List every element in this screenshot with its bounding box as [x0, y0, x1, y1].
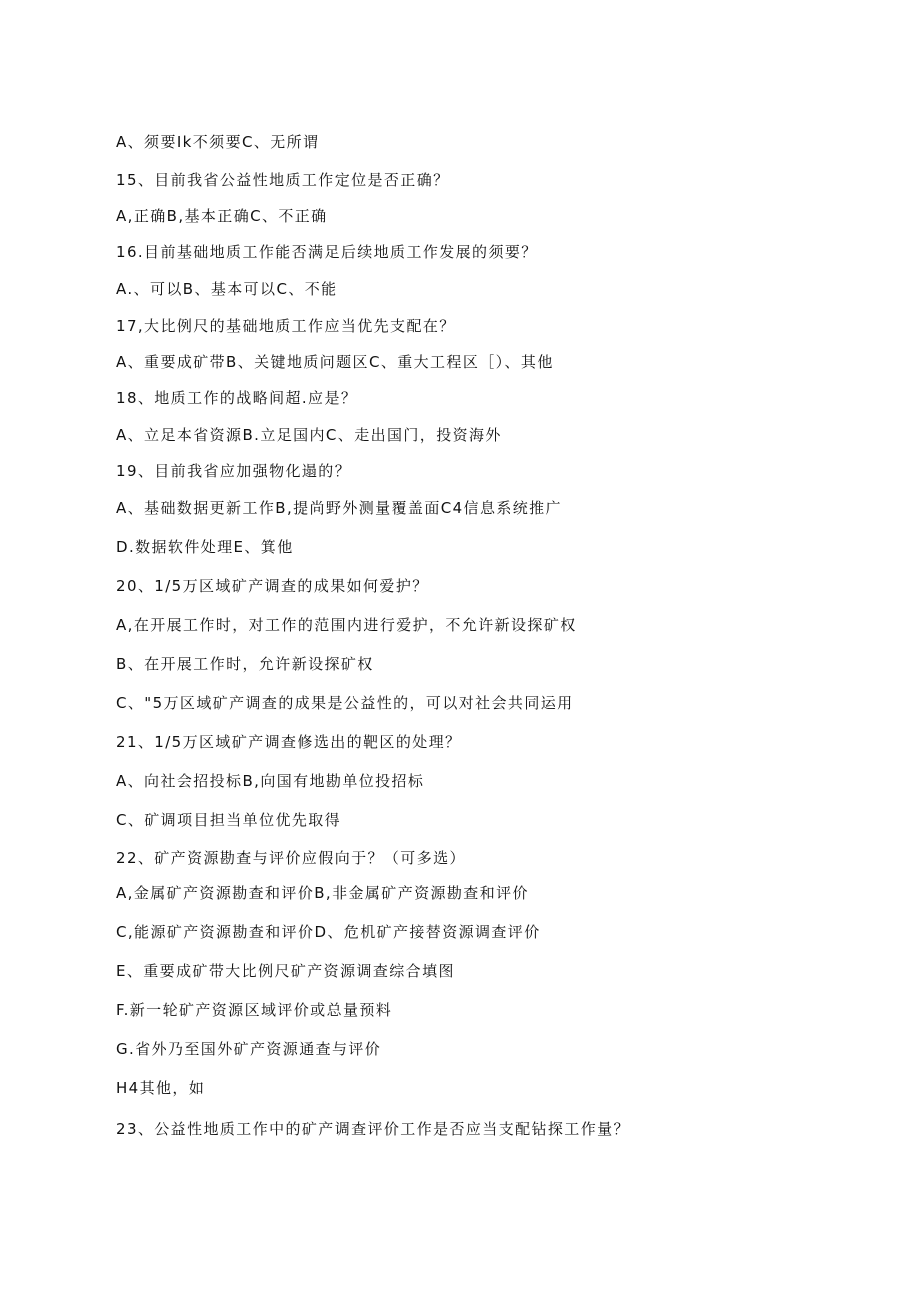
question-20: 20、1/5万区域矿产调查的成果如何爱护？ [116, 577, 429, 595]
text-line: E、重要成矿带大比例尺矿产资源调查综合填图 [116, 962, 455, 980]
text-line: D.数据软件处理E、箕他 [116, 538, 294, 556]
text-line: A、向社会招投标B,向国有地勘单位投招标 [116, 772, 425, 790]
text-line: C、"5万区域矿产调查的成果是公益性的，可以对社会共同运用 [116, 694, 574, 712]
question-15: 15、目前我省公益性地质工作定位是否正确？ [116, 171, 450, 189]
text-line: F.新一轮矿产资源区域评价或总量预料 [116, 1001, 393, 1019]
text-line: A,正确B,基本正确C、不正确 [116, 207, 328, 225]
text-line: G.省外乃至国外矿产资源通查与评价 [116, 1040, 382, 1058]
question-22: 22、矿产资源勘查与评价应假向于？（可多选） [116, 849, 466, 867]
question-19: 19、目前我省应加强物化遢的？ [116, 462, 352, 480]
text-line: A、基础数据更新工作B,提尚野外测量覆盖面C4信息系统推广 [116, 499, 562, 517]
text-line: A、须要Ik不须要C、无所谓 [116, 133, 320, 151]
question-16: 16.目前基础地质工作能否满足后续地质工作发展的须要？ [116, 243, 538, 261]
question-23: 23、公益性地质工作中的矿产调查评价工作是否应当支配钻探工作量？ [116, 1120, 630, 1138]
question-21: 21、1/5万区域矿产调查修选出的靶区的处理？ [116, 733, 462, 751]
text-line: C、矿调项目担当单位优先取得 [116, 811, 342, 829]
text-line: H4其他，如 [116, 1079, 206, 1097]
text-line: A.、可以B、基本可以C、不能 [116, 280, 338, 298]
text-line: A、立足本省资源B.立足国内C、走出国门，投资海外 [116, 426, 502, 444]
text-line: C,能源矿产资源勘查和评价D、危机矿产接替资源调查评价 [116, 923, 541, 941]
text-line: B、在开展工作时，允许新设探矿权 [116, 655, 374, 673]
question-17: 17,大比例尺的基础地质工作应当优先支配在？ [116, 317, 456, 335]
text-line: A,金属矿产资源勘查和评价B,非金属矿产资源勘查和评价 [116, 884, 529, 902]
question-18: 18、地质工作的战略间超.应是？ [116, 389, 358, 407]
text-line: A,在开展工作时，对工作的范围内进行爱护，不允许新设探矿权 [116, 616, 577, 634]
text-line: A、重要成矿带B、关键地质问题区C、重大工程区［）、其他 [116, 353, 554, 371]
